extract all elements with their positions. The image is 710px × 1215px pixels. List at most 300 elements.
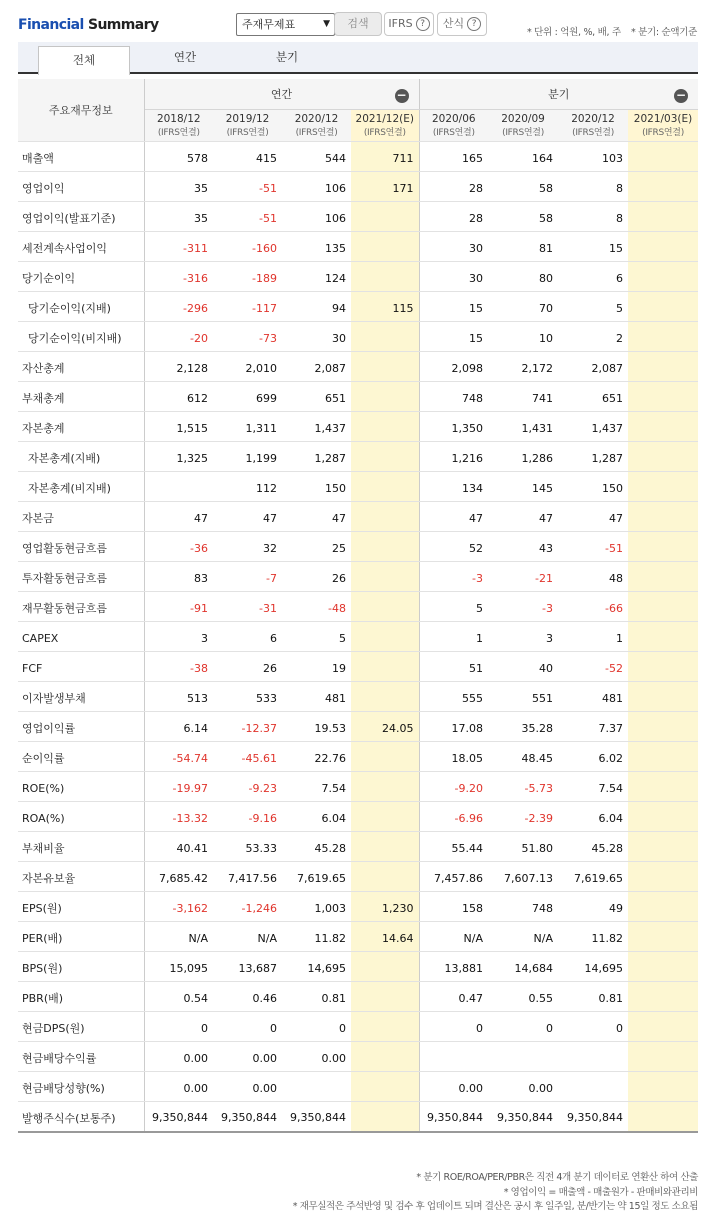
table-cell: 6.14 [144, 712, 213, 742]
table-row [18, 442, 698, 472]
table-cell [628, 412, 698, 442]
footnote: * 영업이익 = 매출액 - 매출원가 - 판매비와관리비 [503, 1186, 698, 1198]
table-cell [351, 262, 419, 292]
table-cell: 7,619.65 [558, 862, 628, 892]
column-period: 2018/12 [156, 112, 201, 125]
table-cell: 7,607.13 [488, 862, 558, 892]
column-period: 2020/06 [431, 112, 476, 125]
table-row [18, 382, 698, 412]
table-cell: 0 [213, 1012, 282, 1042]
select-value: 주재무제표 [242, 18, 296, 31]
table-row [18, 772, 698, 802]
row-label: 자본유보율 [18, 862, 144, 892]
table-cell: 2 [558, 322, 628, 352]
table-cell: 15 [419, 322, 488, 352]
table-cell [351, 802, 419, 832]
table-row [18, 1102, 698, 1132]
table-cell: 748 [419, 382, 488, 412]
table-cell: 0.00 [213, 1042, 282, 1072]
table-cell: 15 [419, 292, 488, 322]
table-cell: 48.45 [488, 742, 558, 772]
table-cell: 2,098 [419, 352, 488, 382]
table-row [18, 262, 698, 292]
row-label: 자본총계(비지배) [18, 472, 144, 502]
row-label: 부채비율 [18, 832, 144, 862]
question-icon: ? [467, 17, 481, 31]
table-cell: 555 [419, 682, 488, 712]
table-cell: N/A [213, 922, 282, 952]
table-cell [351, 1042, 419, 1072]
row-label: 당기순이익(지배) [18, 292, 144, 322]
table-cell: 1,350 [419, 412, 488, 442]
table-cell: 14,695 [282, 952, 351, 982]
table-cell: 651 [282, 382, 351, 412]
table-cell: -3,162 [144, 892, 213, 922]
table-cell [628, 472, 698, 502]
question-icon: ? [416, 17, 430, 31]
table-cell: 1,325 [144, 442, 213, 472]
table-cell [628, 382, 698, 412]
row-label: 매출액 [18, 142, 144, 172]
row-label: 세전계속사업이익 [18, 232, 144, 262]
row-label: BPS(원) [18, 952, 144, 982]
table-cell: 51 [419, 652, 488, 682]
table-cell: 1,287 [282, 442, 351, 472]
table-cell: 26 [282, 562, 351, 592]
table-cell: 47 [558, 502, 628, 532]
table-cell [351, 562, 419, 592]
column-period: 2020/12 [294, 112, 339, 125]
table-cell: 35 [144, 202, 213, 232]
table-cell: 415 [213, 142, 282, 172]
table-cell [628, 832, 698, 862]
row-label: 영업이익 [18, 172, 144, 202]
table-row [18, 922, 698, 952]
table-cell [419, 1042, 488, 1072]
table-cell: 28 [419, 202, 488, 232]
row-label: 영업활동현금흐름 [18, 532, 144, 562]
table-cell [628, 1102, 698, 1132]
table-cell: -2.39 [488, 802, 558, 832]
table-cell: 2,087 [558, 352, 628, 382]
tab-annual[interactable]: 연간 [173, 50, 197, 64]
column-header [628, 110, 698, 142]
table-cell: 103 [558, 142, 628, 172]
table-cell [628, 532, 698, 562]
table-cell: 30 [282, 322, 351, 352]
table-row [18, 832, 698, 862]
table-cell: 47 [144, 502, 213, 532]
row-label: 현금DPS(원) [18, 1012, 144, 1042]
table-cell: 35.28 [488, 712, 558, 742]
table-cell: 25 [282, 532, 351, 562]
table-cell [351, 442, 419, 472]
table-cell: -45.61 [213, 742, 282, 772]
table-cell: -9.20 [419, 772, 488, 802]
table-cell: 80 [488, 262, 558, 292]
table-cell: 35 [144, 172, 213, 202]
table-cell: 1,230 [351, 892, 419, 922]
table-cell: 17.08 [419, 712, 488, 742]
table-cell [351, 1012, 419, 1042]
table-row [18, 172, 698, 202]
table-cell: 135 [282, 232, 351, 262]
table-cell: 19 [282, 652, 351, 682]
table-row [18, 862, 698, 892]
table-cell: -13.32 [144, 802, 213, 832]
row-label: 부채총계 [18, 382, 144, 412]
table-cell [628, 622, 698, 652]
table-cell: 0 [419, 1012, 488, 1042]
table-row [18, 622, 698, 652]
table-cell: 6.04 [282, 802, 351, 832]
table-cell: -1,246 [213, 892, 282, 922]
column-period: 2019/12 [225, 112, 270, 125]
row-label: PBR(배) [18, 982, 144, 1012]
table-cell: -9.23 [213, 772, 282, 802]
row-label: CAPEX [18, 622, 144, 652]
corner-header: 주요재무정보 [18, 79, 144, 142]
column-basis: (IFRS연결) [157, 127, 200, 138]
table-row [18, 742, 698, 772]
column-header [282, 110, 351, 142]
table-cell [351, 322, 419, 352]
table-cell: 6.02 [558, 742, 628, 772]
collapse-icon[interactable]: − [396, 88, 407, 102]
row-label: 자본총계 [18, 412, 144, 442]
table-cell [351, 982, 419, 1012]
table-cell: 55.44 [419, 832, 488, 862]
table-cell: 5 [419, 592, 488, 622]
table-cell: 544 [282, 142, 351, 172]
ifrs-help-button[interactable]: IFRS ? [384, 12, 434, 36]
table-cell [351, 682, 419, 712]
table-cell: 115 [351, 292, 419, 322]
table-cell: 14,695 [558, 952, 628, 982]
table-cell: -91 [144, 592, 213, 622]
table-cell [351, 382, 419, 412]
row-label: FCF [18, 652, 144, 682]
table-cell: -51 [213, 202, 282, 232]
table-cell: 94 [282, 292, 351, 322]
table-cell: 1,199 [213, 442, 282, 472]
table-cell: 1,431 [488, 412, 558, 442]
table-cell: 145 [488, 472, 558, 502]
table-cell: 18.05 [419, 742, 488, 772]
table-cell [628, 982, 698, 1012]
table-cell [628, 712, 698, 742]
table-cell: 9,350,844 [144, 1102, 213, 1132]
table-cell [628, 292, 698, 322]
table-cell: 28 [419, 172, 488, 202]
table-cell: 6.04 [558, 802, 628, 832]
table-cell: 551 [488, 682, 558, 712]
table-cell: -3 [419, 562, 488, 592]
table-cell: 32 [213, 532, 282, 562]
table-cell [628, 1042, 698, 1072]
table-cell [628, 1072, 698, 1102]
table-cell: 7.54 [282, 772, 351, 802]
table-cell: 40.41 [144, 832, 213, 862]
table-cell: 158 [419, 892, 488, 922]
table-cell [628, 772, 698, 802]
table-cell: 741 [488, 382, 558, 412]
table-cell: 0.81 [282, 982, 351, 1012]
table-cell: 6 [558, 262, 628, 292]
table-cell: 52 [419, 532, 488, 562]
table-cell: 1,437 [558, 412, 628, 442]
footnotes [293, 1171, 698, 1215]
table-cell [351, 232, 419, 262]
table-cell: 0.00 [144, 1072, 213, 1102]
table-cell [144, 472, 213, 502]
table-cell: 11.82 [282, 922, 351, 952]
row-label: 발행주식수(보통주) [18, 1102, 144, 1132]
table-cell: -160 [213, 232, 282, 262]
table-cell: 5 [558, 292, 628, 322]
column-period: 2021/03(E) [633, 112, 693, 125]
table-cell [351, 472, 419, 502]
table-cell: 1,216 [419, 442, 488, 472]
table-cell: 8 [558, 202, 628, 232]
column-header [144, 110, 213, 142]
table-cell: 1,311 [213, 412, 282, 442]
table-cell: -21 [488, 562, 558, 592]
table-cell: 48 [558, 562, 628, 592]
table-cell: 1,437 [282, 412, 351, 442]
column-header [488, 110, 558, 142]
column-basis: (IFRS연결) [295, 127, 338, 138]
table-cell: 7,685.42 [144, 862, 213, 892]
table-cell: -38 [144, 652, 213, 682]
table-cell: 124 [282, 262, 351, 292]
column-basis: (IFRS연결) [363, 127, 406, 138]
table-cell: 19.53 [282, 712, 351, 742]
table-cell [628, 442, 698, 472]
page-title: Financial Summary [18, 17, 159, 33]
column-header [351, 110, 419, 142]
table-cell: 40 [488, 652, 558, 682]
table-cell: 0.00 [282, 1042, 351, 1072]
table-cell [558, 1072, 628, 1102]
search-button[interactable]: 검색 [334, 12, 382, 36]
table-row [18, 202, 698, 232]
table-cell [558, 1042, 628, 1072]
table-cell: -311 [144, 232, 213, 262]
table-cell: -20 [144, 322, 213, 352]
table-cell: -12.37 [213, 712, 282, 742]
table-cell: 2,087 [282, 352, 351, 382]
table-cell: 70 [488, 292, 558, 322]
table-cell: 7,457.86 [419, 862, 488, 892]
row-label: PER(배) [18, 922, 144, 952]
table-cell [351, 652, 419, 682]
table-row [18, 352, 698, 382]
table-cell: 47 [488, 502, 558, 532]
column-header [419, 110, 488, 142]
row-label: 재무활동현금흐름 [18, 592, 144, 622]
table-cell [628, 802, 698, 832]
table-cell: 711 [351, 142, 419, 172]
table-cell: N/A [488, 922, 558, 952]
table-cell [628, 592, 698, 622]
row-label: 자본총계(지배) [18, 442, 144, 472]
table-cell: 81 [488, 232, 558, 262]
table-cell [351, 202, 419, 232]
table-cell: 0.00 [144, 1042, 213, 1072]
collapse-icon[interactable]: − [676, 88, 687, 102]
footnote: * 재무실적은 주석반영 및 검수 후 업데이트 되며 결산은 공시 후 일주일, 분/반기는 약 15일 정도 소요됨 [292, 1201, 698, 1212]
table-cell: 2,172 [488, 352, 558, 382]
table-cell: 14.64 [351, 922, 419, 952]
table-cell: 1,515 [144, 412, 213, 442]
financial-summary-table [18, 79, 698, 1133]
table-cell: 0.00 [419, 1072, 488, 1102]
table-cell [351, 772, 419, 802]
formula-help-button[interactable]: 산식 ? [437, 12, 487, 36]
table-cell [628, 352, 698, 382]
table-cell: -19.97 [144, 772, 213, 802]
table-cell: -296 [144, 292, 213, 322]
table-cell: 45.28 [282, 832, 351, 862]
table-cell: 513 [144, 682, 213, 712]
table-cell [628, 892, 698, 922]
column-period: 2020/12 [571, 112, 615, 125]
table-cell: 9,350,844 [213, 1102, 282, 1132]
table-cell: -48 [282, 592, 351, 622]
table-cell: 49 [558, 892, 628, 922]
table-cell: 0.47 [419, 982, 488, 1012]
table-cell: 578 [144, 142, 213, 172]
table-cell: 651 [558, 382, 628, 412]
table-cell: 10 [488, 322, 558, 352]
table-row [18, 682, 698, 712]
table-cell [628, 202, 698, 232]
table-cell [351, 742, 419, 772]
table-cell: -189 [213, 262, 282, 292]
table-row [18, 1012, 698, 1042]
table-cell: N/A [144, 922, 213, 952]
table-cell [351, 1102, 419, 1132]
row-label: 순이익률 [18, 742, 144, 772]
table-cell: -52 [558, 652, 628, 682]
table-cell: -54.74 [144, 742, 213, 772]
table-cell: -31 [213, 592, 282, 622]
table-cell [628, 922, 698, 952]
table-cell: -73 [213, 322, 282, 352]
table-cell: 0.81 [558, 982, 628, 1012]
table-cell: 45.28 [558, 832, 628, 862]
table-cell: -3 [488, 592, 558, 622]
table-cell: -51 [213, 172, 282, 202]
table-cell: 9,350,844 [282, 1102, 351, 1132]
table-row [18, 652, 698, 682]
column-header [213, 110, 282, 142]
table-cell: 9,350,844 [558, 1102, 628, 1132]
table-row [18, 322, 698, 352]
table-cell [351, 412, 419, 442]
table-cell [628, 142, 698, 172]
table-cell: 3 [488, 622, 558, 652]
table-cell: 0 [144, 1012, 213, 1042]
table-cell: -316 [144, 262, 213, 292]
table-cell: 22.76 [282, 742, 351, 772]
row-label: 당기순이익(비지배) [18, 322, 144, 352]
statement-type-select[interactable] [236, 13, 335, 36]
table-cell: 7.54 [558, 772, 628, 802]
table-cell: 58 [488, 202, 558, 232]
row-label: ROA(%) [18, 802, 144, 832]
tab-all[interactable]: 전체 [38, 46, 130, 75]
table-cell: 2,128 [144, 352, 213, 382]
row-label: 이자발생부채 [18, 682, 144, 712]
table-cell: -7 [213, 562, 282, 592]
row-label: 영업이익률 [18, 712, 144, 742]
row-label: EPS(원) [18, 892, 144, 922]
row-label: 자산총계 [18, 352, 144, 382]
row-label: 자본금 [18, 502, 144, 532]
table-cell [628, 862, 698, 892]
table-row [18, 712, 698, 742]
table-cell: N/A [419, 922, 488, 952]
table-cell: 26 [213, 652, 282, 682]
row-label: 현금배당수익률 [18, 1042, 144, 1072]
table-cell: 481 [558, 682, 628, 712]
table-cell: 30 [419, 232, 488, 262]
table-cell: 112 [213, 472, 282, 502]
table-cell: 0 [558, 1012, 628, 1042]
table-cell [351, 352, 419, 382]
column-basis: (IFRS연결) [226, 127, 269, 138]
table-cell [628, 1012, 698, 1042]
table-cell: 8 [558, 172, 628, 202]
table-cell: 83 [144, 562, 213, 592]
table-cell [351, 592, 419, 622]
table-cell: 15 [558, 232, 628, 262]
table-cell: 9,350,844 [419, 1102, 488, 1132]
column-basis: (IFRS연결) [502, 127, 544, 138]
table-cell: 1,287 [558, 442, 628, 472]
table-cell: 1 [419, 622, 488, 652]
table-cell: -66 [558, 592, 628, 622]
row-label: 당기순이익 [18, 262, 144, 292]
table-cell: 43 [488, 532, 558, 562]
table-cell [351, 622, 419, 652]
table-cell: 699 [213, 382, 282, 412]
table-cell: 7,619.65 [282, 862, 351, 892]
table-cell [351, 862, 419, 892]
table-row [18, 562, 698, 592]
table-cell [628, 262, 698, 292]
table-row [18, 292, 698, 322]
column-period: 2020/09 [501, 112, 545, 125]
table-cell: 150 [282, 472, 351, 502]
column-period: 2021/12(E) [355, 112, 414, 125]
table-cell [628, 562, 698, 592]
table-row [18, 412, 698, 442]
row-label: 투자활동현금흐름 [18, 562, 144, 592]
row-label: 영업이익(발표기준) [18, 202, 144, 232]
table-cell [628, 742, 698, 772]
table-cell: 7,417.56 [213, 862, 282, 892]
table-cell: 24.05 [351, 712, 419, 742]
table-row [18, 892, 698, 922]
table-cell [351, 832, 419, 862]
table-cell: 15,095 [144, 952, 213, 982]
table-cell [628, 172, 698, 202]
table-row [18, 1072, 698, 1102]
tab-quarter[interactable]: 분기 [275, 50, 299, 64]
